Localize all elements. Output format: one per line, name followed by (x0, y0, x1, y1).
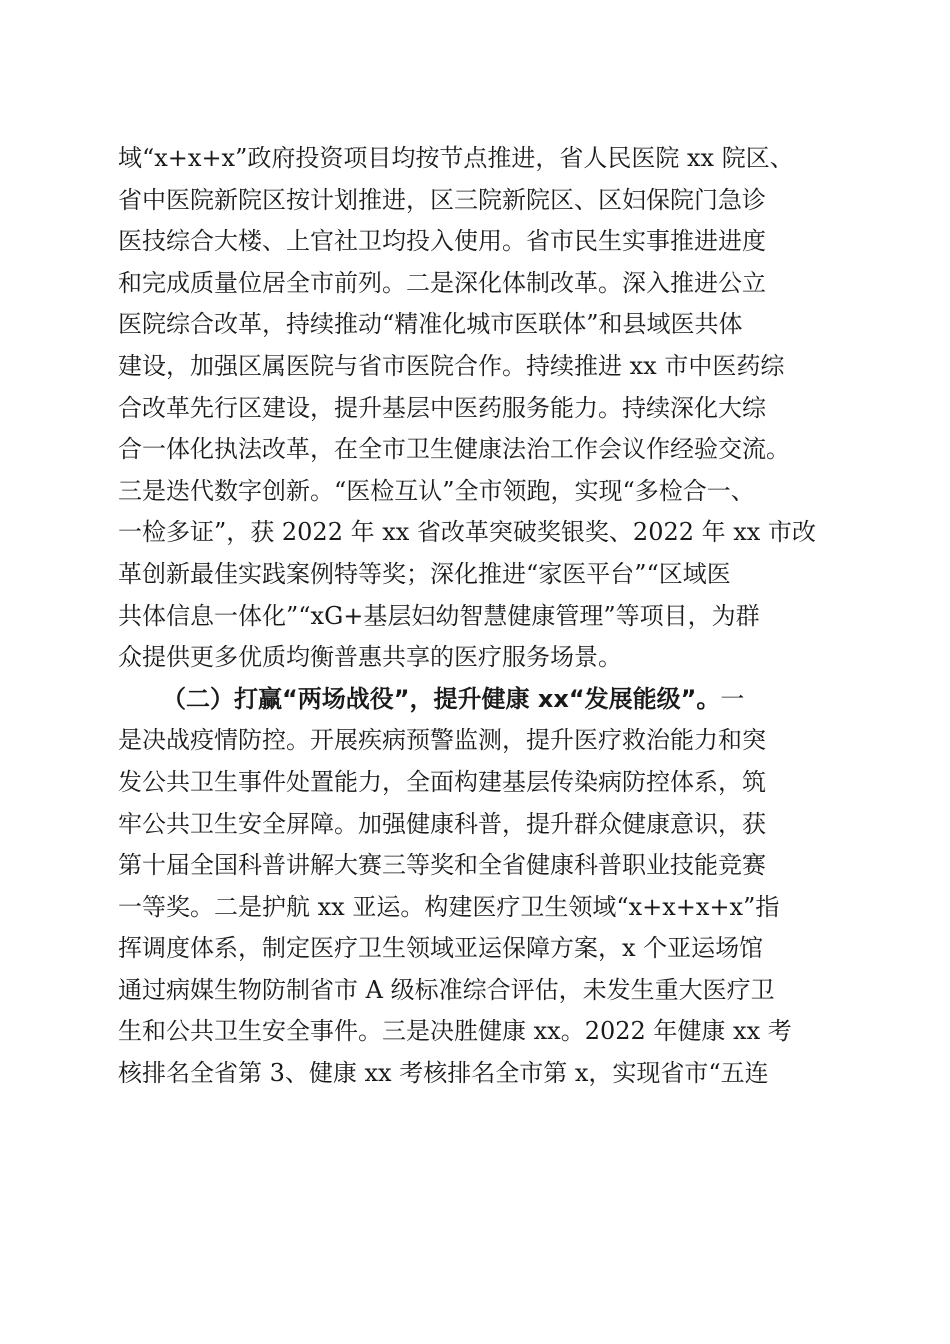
paragraph-line: 省中医院新院区按计划推进，区三院新院区、区妇保院门急诊 (118, 185, 766, 214)
document-body (118, 138, 842, 1095)
paragraph-line: 域“x+x+x”政府投资项目均按节点推进，省人民医院 xx 院区、 (118, 144, 794, 172)
paragraph-line: 革创新最佳实践案例特等奖；深化推进“家医平台”“区域医 (118, 559, 731, 588)
paragraph-line: 发公共卫生事件处置能力，全面构建基层传染病防控体系，筑 (118, 767, 766, 796)
paragraph-line: 众提供更多优质均衡普惠共享的医疗服务场景。 (118, 643, 622, 672)
paragraph-line: 一等奖。二是护航 xx 亚运。构建医疗卫生领域“x+x+x+x”指 (118, 892, 780, 921)
section-heading-line (118, 679, 842, 721)
paragraph-line: 核排名全省第 3、健康 xx 考核排名全市第 x，实现省市“五连 (118, 1059, 769, 1088)
paragraph-line: 合改革先行区建设，提升基层中医药服务能力。持续深化大综 (118, 393, 766, 422)
paragraph-line: 一检多证”，获 2022 年 xx 省改革突破奖银奖、2022 年 xx 市改 (118, 518, 816, 547)
paragraph-line: 是决战疫情防控。开展疾病预警监测，提升医疗救治能力和突 (118, 726, 766, 755)
paragraph-line: 通过病媒生物防制省市 A 级标准综合评估，未发生重大医疗卫 (118, 975, 775, 1004)
paragraph-line: 挥调度体系，制定医疗卫生领域亚运保障方案，x 个亚运场馆 (118, 934, 764, 963)
paragraph-line: 第十届全国科普讲解大赛三等奖和全省健康科普职业技能竞赛 (118, 851, 766, 880)
paragraph-line: 医院综合改革，持续推动“精准化城市医联体”和县域医共体 (118, 310, 743, 339)
paragraph-line: 建设，加强区属医院与省市医院合作。持续推进 xx 市中医药综 (118, 351, 785, 380)
paragraph-line: 共体信息一体化”“xG+基层妇幼智慧健康管理”等项目，为群 (118, 601, 760, 630)
paragraph-line: 合一体化执法改革，在全市卫生健康法治工作会议作经验交流。 (118, 435, 790, 464)
paragraph-line: 三是迭代数字创新。“医检互认”全市领跑，实现“多检合一、 (118, 476, 755, 505)
paragraph-line: 生和公共卫生安全事件。三是决胜健康 xx。2022 年健康 xx 考 (118, 1017, 792, 1046)
paragraph-line: 和完成质量位居全市前列。二是深化体制改革。深入推进公立 (118, 268, 766, 297)
section-heading-continuation: 一 (720, 684, 745, 713)
paragraph-line: 医技综合大楼、上官社卫均投入使用。省市民生实事推进进度 (118, 227, 766, 256)
section-heading: （二）打赢“两场战役”，提升健康 xx“发展能级”。 (162, 684, 721, 713)
paragraph-line: 牢公共卫生安全屏障。加强健康科普，提升群众健康意识，获 (118, 809, 766, 838)
